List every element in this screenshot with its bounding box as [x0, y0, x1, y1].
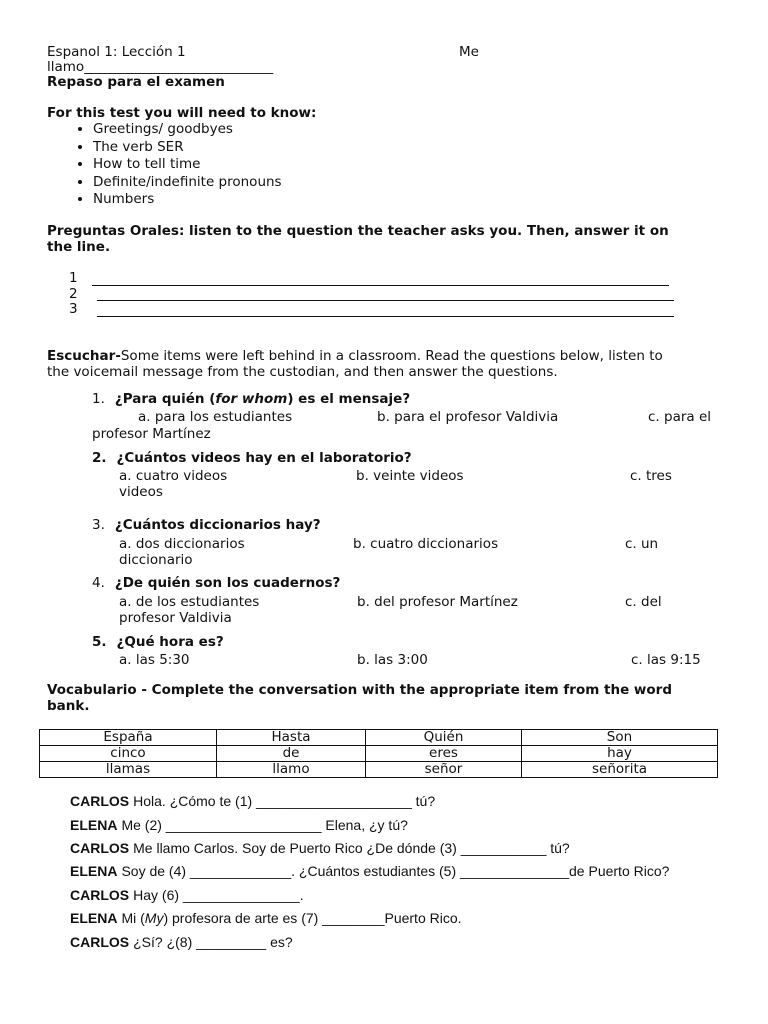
question-text: ) es el mensaje? [287, 391, 411, 407]
dialogue-text: Me llamo Carlos. Soy de Puerto Rico ¿De dónde (3) ___________ tú? [133, 840, 570, 856]
dialogue-line-4 [70, 863, 669, 879]
question-text: ¿Cuántos videos hay en el laboratorio? [116, 450, 412, 466]
speaker: CARLOS [70, 793, 130, 809]
dialogue-line-3 [70, 840, 570, 856]
question-5 [92, 634, 224, 650]
name-prompt-me: Me [459, 44, 479, 60]
answer-line-3[interactable] [97, 316, 674, 317]
answer-line-1[interactable] [92, 285, 669, 286]
word-bank-cell: llamas [40, 762, 217, 778]
table-row [40, 730, 718, 746]
dialogue-text: Soy de (4) _____________. ¿Cuántos estudiantes (5) ______________de Puerto Rico? [121, 863, 670, 879]
dialogue-text: ) profesora de arte es (7) ________Puerto Rico. [163, 910, 462, 926]
option-a: a. dos diccionarios [119, 536, 245, 552]
dialogue-text: ¿Sí? ¿(8) _________ es? [133, 934, 293, 950]
dialogue-text: Mi ( [121, 910, 145, 926]
speaker: ELENA [70, 910, 118, 926]
name-prompt-llamo: llamo [47, 59, 85, 75]
question-text: ¿Qué hora es? [116, 634, 224, 650]
speaker: ELENA [70, 817, 118, 833]
listen-text-1: Some items were left behind in a classroom. Read the questions below, listen to [120, 348, 663, 364]
word-bank-table [39, 729, 718, 778]
question-number: 2. [92, 450, 107, 466]
option-c-cont: profesor Valdivia [119, 610, 232, 626]
option-c-cont: diccionario [119, 552, 193, 568]
know-list [47, 121, 282, 209]
speaker: ELENA [70, 863, 118, 879]
vocab-heading-line1: Vocabulario - Complete the conversation with the appropriate item from the word [47, 682, 672, 698]
option-b: b. veinte videos [356, 468, 464, 484]
option-a: a. de los estudiantes [119, 594, 260, 610]
question-3 [92, 517, 321, 533]
question-2 [92, 450, 412, 466]
listen-instructions-line1 [47, 348, 663, 364]
dialogue-text: Hay (6) _______________. [133, 887, 304, 903]
word-bank-cell: señorita [522, 762, 718, 778]
option-c: c. para el [648, 409, 712, 425]
list-item: • How to tell time [93, 156, 282, 174]
name-prompt-line [47, 59, 273, 75]
oral-line-number: 1 [69, 270, 78, 286]
name-blank: ____________________________ [84, 59, 274, 75]
question-text: ¿De quién son los cuadernos? [114, 575, 341, 591]
option-c: c. un [625, 536, 659, 552]
list-item: • Numbers [93, 191, 282, 209]
question-number: 4. [92, 575, 105, 591]
answer-line-2[interactable] [97, 300, 674, 301]
question-italic: for whom [215, 391, 288, 407]
list-item: • The verb SER [93, 139, 282, 157]
question-number: 1. [92, 391, 105, 407]
option-c-cont: videos [119, 484, 163, 500]
word-bank-cell: España [40, 730, 217, 746]
question-4 [92, 575, 340, 591]
question-text: ¿Para quién ( [114, 391, 216, 407]
table-row [40, 746, 718, 762]
speaker: CARLOS [70, 934, 130, 950]
oral-heading-line2: the line. [47, 239, 111, 255]
list-item: • Greetings/ goodbyes [93, 121, 282, 139]
option-a: a. cuatro videos [119, 468, 228, 484]
speaker: CARLOS [70, 887, 130, 903]
table-row [40, 762, 718, 778]
option-b: b. cuatro diccionarios [353, 536, 499, 552]
dialogue-line-6 [70, 910, 462, 926]
option-c: c. tres [630, 468, 672, 484]
option-a: a. las 5:30 [119, 652, 190, 668]
question-number: 5. [92, 634, 107, 650]
dialogue-italic: My [144, 910, 164, 926]
dialogue-line-5 [70, 887, 304, 903]
dialogue-line-7 [70, 934, 293, 950]
word-bank-cell: cinco [40, 746, 217, 762]
option-c: c. del [625, 594, 662, 610]
dialogue-line-1 [70, 793, 435, 809]
know-heading: For this test you will need to know: [47, 105, 317, 121]
option-a: a. para los estudiantes [138, 409, 293, 425]
word-bank-cell: señor [366, 762, 522, 778]
word-bank-cell: Quién [366, 730, 522, 746]
question-number: 3. [92, 517, 105, 533]
question-text: ¿Cuántos diccionarios hay? [114, 517, 321, 533]
word-bank-cell: llamo [217, 762, 366, 778]
option-b: b. las 3:00 [357, 652, 428, 668]
oral-line-number: 3 [69, 301, 78, 317]
vocab-heading-line2: bank. [47, 698, 90, 714]
word-bank-cell: hay [522, 746, 718, 762]
option-c: c. las 9:15 [631, 652, 701, 668]
oral-heading-line1: Preguntas Orales: listen to the question the teacher asks you. Then, answer it on [47, 223, 669, 239]
listen-label: Escuchar- [47, 348, 121, 364]
page-title: Repaso para el examen [47, 74, 225, 90]
dialogue-line-2 [70, 817, 408, 833]
dialogue-text: Hola. ¿Cómo te (1) ____________________ tú? [133, 793, 436, 809]
speaker: CARLOS [70, 840, 130, 856]
word-bank-cell: de [217, 746, 366, 762]
word-bank-cell: eres [366, 746, 522, 762]
list-item: • Definite/indefinite pronouns [93, 174, 282, 192]
question-1 [92, 391, 410, 407]
course-title: Espanol 1: Lección 1 [47, 44, 186, 60]
word-bank-cell: Son [522, 730, 718, 746]
oral-line-number: 2 [69, 286, 78, 302]
word-bank-cell: Hasta [217, 730, 366, 746]
option-c-cont: profesor Martínez [92, 426, 211, 442]
option-b: b. del profesor Martínez [357, 594, 518, 610]
listen-instructions-line2: the voicemail message from the custodian, and then answer the questions. [47, 364, 558, 380]
dialogue-text: Me (2) ____________________ Elena, ¿y tú? [121, 817, 408, 833]
option-b: b. para el profesor Valdivia [377, 409, 559, 425]
